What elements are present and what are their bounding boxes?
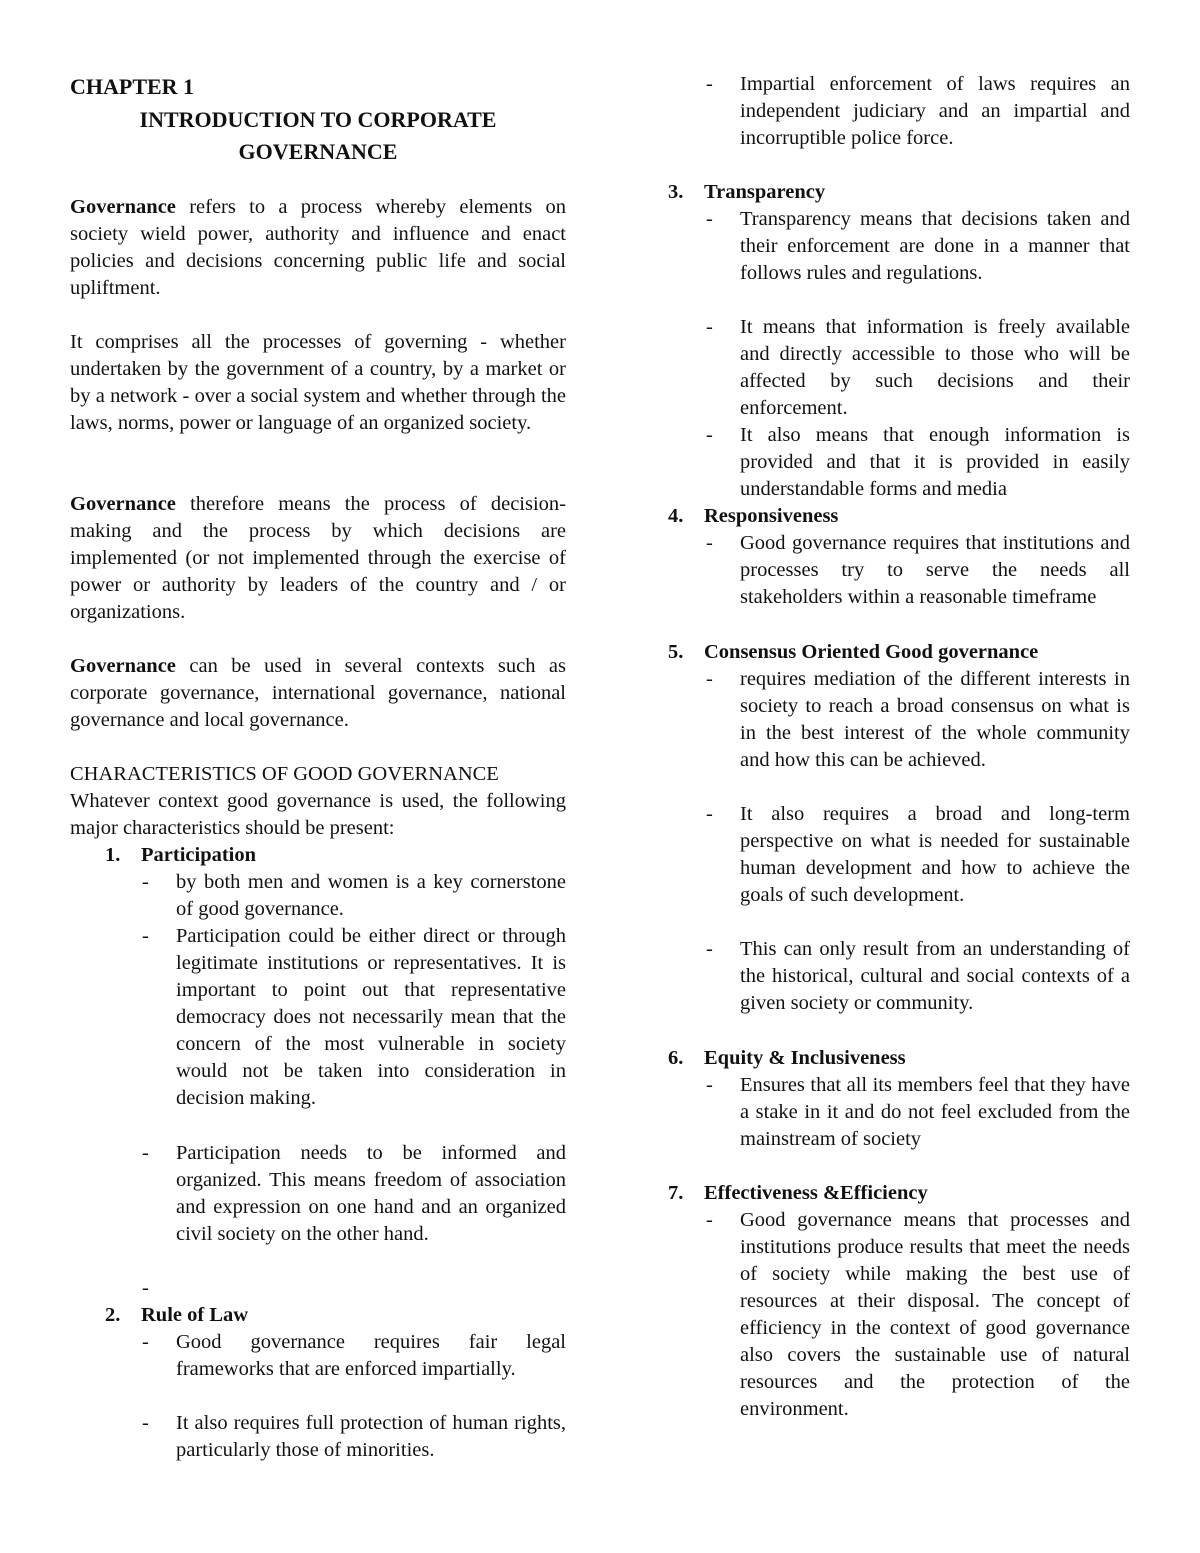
list-item: - Participation could be either direct or through legitimate institutions or representatives. It is important to point out that representative democracy does not necessarily mean that the concern of the most vulnerable in society would not be taken into consideration in decision making.	[142, 925, 566, 1109]
intro-paragraph-1: Governance refers to a process whereby elements on society wield power, authority and influence and enact policies and decisions concerning public life and social upliftment.	[70, 196, 566, 299]
item-participation-heading: 1. Participation	[105, 844, 257, 866]
list-item: - by both men and women is a key cornerstone of good governance.	[142, 871, 566, 920]
list-item: - Good governance requires fair legal frameworks that are enforced impartially.	[142, 1331, 566, 1380]
item-responsiveness-heading: 4. Responsiveness	[668, 505, 839, 527]
title-line-1: INTRODUCTION TO CORPORATE	[139, 107, 497, 132]
chapter-label: CHAPTER 1	[70, 74, 195, 99]
title-line-2: GOVERNANCE	[238, 139, 398, 164]
intro-paragraph-2: It comprises all the processes of governing - whether undertaken by the government of a country, by a market or by a network - over a social system and whether through the laws, norms, power or language of an organized society.	[70, 331, 566, 434]
list-item: - Impartial enforcement of laws requires an independent judiciary and an impartial and incorruptible police force.	[706, 73, 1130, 149]
list-item: - It also requires a broad and long-term perspective on what is needed for sustainable human development and how to achieve the goals of such development.	[706, 803, 1130, 906]
characteristics-heading: CHARACTERISTICS OF GOOD GOVERNANCE	[70, 763, 499, 785]
item-effectiveness-heading: 7. Effectiveness &Efficiency	[668, 1182, 928, 1204]
item-transparency-heading: 3. Transparency	[668, 181, 826, 203]
intro-paragraph-3: Governance therefore means the process of decision-making and the process by which decisions are implemented (or not implemented through the exercise of power or authority by leaders of the country and / or organizations.	[70, 493, 566, 623]
list-item: - It also requires full protection of human rights, particularly those of minorities.	[142, 1412, 566, 1461]
item-equity-heading: 6. Equity & Inclusiveness	[668, 1047, 906, 1069]
characteristics-intro: Whatever context good governance is used, the following major characteristics should be present:	[70, 790, 566, 839]
intro-paragraph-4: Governance can be used in several contexts such as corporate governance, international governance, national governance and local governance.	[70, 655, 566, 731]
page-title	[70, 104, 566, 168]
list-item: - It means that information is freely available and directly accessible to those who will be affected by such decisions and their enforcement.	[706, 316, 1130, 419]
list-item: - requires mediation of the different interests in society to reach a broad consensus on what is in the best interest of the whole community and how this can be achieved.	[706, 668, 1130, 771]
list-item: - Good governance means that processes and institutions produce results that meet the needs of society while making the best use of resources at their disposal. The concept of efficiency in the context of good governance also covers the sustainable use of natural resources and the protection of the environment.	[706, 1209, 1130, 1420]
list-item: - This can only result from an understanding of the historical, cultural and social contexts of a given society or community.	[706, 938, 1130, 1014]
list-item: - Participation needs to be informed and organized. This means freedom of association and expression on one hand and an organized civil society on the other hand.	[142, 1142, 566, 1245]
item-rule-of-law-heading: 2. Rule of Law	[105, 1304, 249, 1326]
list-item: - Transparency means that decisions taken and their enforcement are done in a manner that follows rules and regulations.	[706, 208, 1130, 284]
list-item: - It also means that enough information is provided and that it is provided in easily understandable forms and media	[706, 424, 1130, 500]
list-item: - Good governance requires that institutions and processes try to serve the needs all stakeholders within a reasonable timeframe	[706, 532, 1130, 608]
item-consensus-heading: 5. Consensus Oriented Good governance	[668, 641, 1039, 663]
list-item: - Ensures that all its members feel that they have a stake in it and do not feel excluded from the mainstream of society	[706, 1074, 1130, 1150]
